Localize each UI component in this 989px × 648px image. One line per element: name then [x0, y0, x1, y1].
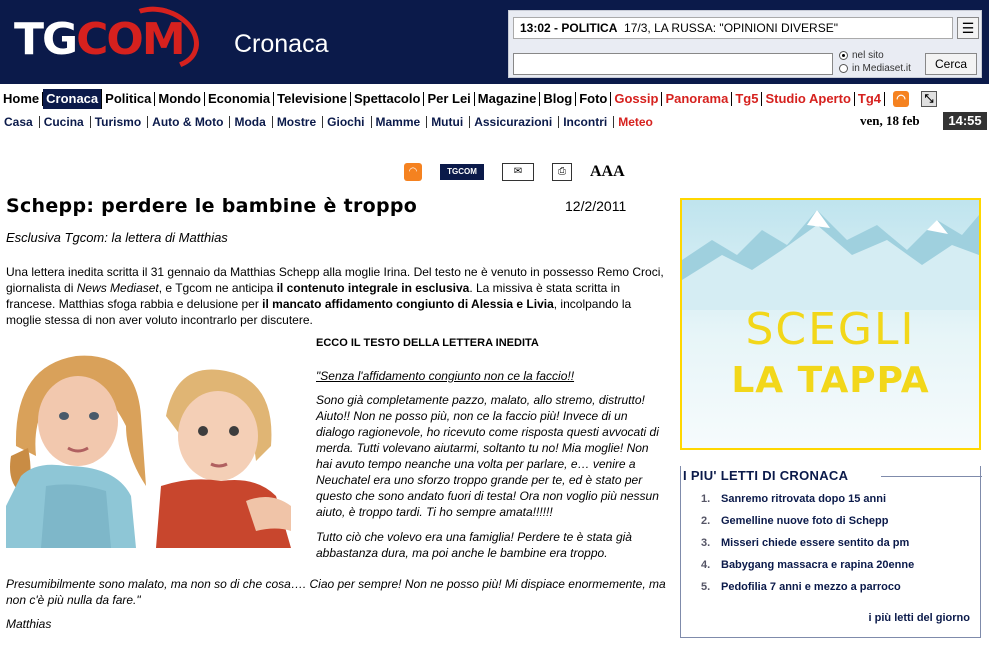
site-header [0, 0, 989, 84]
logo-text-red: COM [76, 14, 184, 65]
letter-paragraph-2: Tutto ciò che volevo era una famiglia! Perdere te è stata già abbastanza dura, ma poi anche le bambine era troppo. [316, 530, 632, 560]
subnav-item-meteo[interactable]: Meteo [618, 115, 653, 129]
font-size-icon[interactable]: AAA [590, 163, 625, 180]
search-button[interactable]: Cerca [925, 53, 977, 75]
subnav-item-moda[interactable]: Moda [230, 116, 272, 128]
print-icon[interactable]: ⎙ [552, 163, 572, 181]
logo-text-white: TG [14, 14, 77, 65]
nav-item-blog[interactable]: Blog [540, 92, 576, 106]
article-subtitle: Esclusiva Tgcom: la lettera di Matthias [6, 230, 228, 245]
rss-icon[interactable]: ◠ [404, 163, 422, 181]
subnav-item-mostre[interactable]: Mostre [273, 116, 323, 128]
radio-mediaset-label: in Mediaset.it [852, 63, 911, 74]
letter-signature: Matthias [6, 617, 52, 631]
ad-banner[interactable] [680, 198, 981, 450]
twin-girls-photo [6, 336, 296, 548]
nav-item-per-lei[interactable]: Per Lei [424, 92, 474, 106]
ticker-list-icon[interactable]: ☰ [957, 17, 979, 39]
list-item[interactable] [701, 537, 914, 559]
ticker-category: POLITICA [561, 21, 618, 35]
nav-item-studio-aperto[interactable]: Studio Aperto [762, 92, 854, 106]
subnav-item-mutui[interactable]: Mutui [427, 116, 470, 128]
article-headline: Schepp: perdere le bambine è troppo [6, 195, 418, 217]
list-item-link[interactable]: Misseri chiede essere sentito da pm [721, 537, 910, 549]
intro-text: . La missiva è stata scritta in francese. Matthias sfoga rabbia e delusione per [6, 281, 621, 311]
article-intro [6, 264, 666, 328]
list-item-link[interactable]: Gemelline nuove foto di Schepp [721, 515, 889, 527]
list-item-number: 3. [701, 537, 711, 549]
nav-item-tg4[interactable]: Tg4 [855, 92, 885, 106]
subnav-item-cucina[interactable]: Cucina [40, 116, 91, 128]
list-item[interactable] [701, 515, 914, 537]
article-photo [6, 336, 296, 548]
intro-text: , e Tgcom ne anticipa [158, 281, 277, 295]
nav-item-economia[interactable]: Economia [205, 92, 274, 106]
tgcom-share-icon[interactable]: TGCOM [440, 164, 484, 180]
nav-item-home[interactable]: Home [0, 92, 43, 106]
ticker-time: 13:02 [520, 21, 551, 35]
main-nav [0, 88, 989, 110]
letter-paragraph-3: Presumibilmente sono malato, ma non so di che cosa…. Ciao per sempre! Non ne posso più! Mi dispiace enormemente, ma non c'è più nulla da fare." [6, 577, 666, 607]
rss-icon[interactable]: ◠ [893, 91, 909, 107]
subnav-item-auto-moto[interactable]: Auto & Moto [148, 116, 230, 128]
divider [881, 476, 982, 477]
radio-mediaset-row[interactable] [839, 62, 911, 75]
logo-text [14, 14, 184, 65]
subnav-item-giochi[interactable]: Giochi [323, 116, 371, 128]
radio-site-label: nel sito [852, 50, 884, 61]
article-tools [404, 160, 625, 184]
search-input[interactable] [513, 53, 833, 75]
letter-quote: "Senza l'affidamento congiunto non ce la faccio!! [316, 369, 575, 383]
nav-item-mondo[interactable]: Mondo [155, 92, 205, 106]
subnav-item-mamme[interactable]: Mamme [372, 116, 428, 128]
letter-title: ECCO IL TESTO DELLA LETTERA INEDITA [316, 337, 539, 349]
ad-line-2: LA TAPPA [731, 360, 930, 401]
subnav-item-casa[interactable]: Casa [0, 116, 40, 128]
letter-paragraph-1: Sono già completamente pazzo, malato, allo stremo, distrutto! Aiuto!! Non ne posso più, non ce la faccio più! Invece di un dialogo ragionevole, ho ricevuto come risposta questi avvocati di merda. Tutti volevano aiutarmi, soltanto tu no! Mia moglie! Non hai avuto tempo neanche una volta per parlare, e… venire a Neuchatel era uno sforzo troppo grande per te, ed è stato per questo che sono andato fuori di testa! Ora non voglio più nessun aiuto, è troppo tardi. Ti ho sempre amata!!!!!! [316, 393, 659, 519]
radio-site-row[interactable] [839, 49, 911, 62]
subnav-item-turismo[interactable]: Turismo [91, 116, 148, 128]
list-item-number: 2. [701, 515, 711, 527]
list-item-number: 4. [701, 559, 711, 571]
search-scope [839, 49, 911, 75]
nav-item-cronaca[interactable]: Cronaca [43, 89, 102, 109]
nav-item-tg5[interactable]: Tg5 [732, 92, 762, 106]
email-icon[interactable]: ✉ [502, 163, 534, 181]
subnav-item-assicurazioni[interactable]: Assicurazioni [470, 116, 559, 128]
logo[interactable] [0, 0, 220, 84]
ticker-text: 17/3, LA RUSSA: "OPINIONI DIVERSE" [624, 21, 838, 35]
current-time: 14:55 [943, 112, 987, 130]
radio-site[interactable] [839, 51, 848, 60]
nav-item-televisione[interactable]: Televisione [274, 92, 351, 106]
list-item[interactable] [701, 559, 914, 581]
nav-item-foto[interactable]: Foto [576, 92, 611, 106]
most-read-list [701, 493, 914, 603]
intro-bold: il contenuto integrale in esclusiva [276, 281, 470, 295]
nav-item-magazine[interactable]: Magazine [475, 92, 541, 106]
most-read-more-link[interactable]: i più letti del giorno [868, 612, 970, 624]
intro-bold: il mancato affidamento congiunto di Alessia e Livia [262, 297, 554, 311]
list-item-link[interactable]: Babygang massacra e rapina 20enne [721, 559, 915, 571]
list-item-number: 5. [701, 581, 711, 593]
list-item-link[interactable]: Sanremo ritrovata dopo 15 anni [721, 493, 887, 505]
news-ticker[interactable]: 13:02 - POLITICA 17/3, LA RUSSA: "OPINIONI DIVERSE" [513, 17, 953, 39]
intro-news-mediaset: News Mediaset [76, 281, 159, 295]
nav-item-panorama[interactable]: Panorama [662, 92, 732, 106]
current-date: ven, 18 feb [860, 113, 920, 128]
mountains-graphic [682, 200, 979, 310]
list-item-number: 1. [701, 493, 711, 505]
expand-icon[interactable]: ⤡ [921, 91, 937, 107]
section-title: Cronaca [234, 30, 329, 58]
subnav-item-incontri[interactable]: Incontri [559, 116, 614, 128]
sub-nav [0, 113, 989, 131]
article-date: 12/2/2011 [565, 198, 627, 214]
intro-text: Una lettera inedita scritta il 31 gennaio da Matthias Schepp alla moglie Irina. Del testo ne è venuto in possesso Remo Croci, giornalista di [6, 265, 664, 295]
ad-line-1: SCEGLI [745, 304, 916, 355]
nav-item-politica[interactable]: Politica [102, 92, 155, 106]
nav-item-gossip[interactable]: Gossip [611, 92, 662, 106]
most-read-box [680, 466, 981, 638]
most-read-title: I PIU' LETTI DI CRONACA [683, 468, 849, 483]
intro-text: , incolpando la moglie stessa di non aver voluto incontrarlo per discutere. [6, 297, 632, 327]
list-item[interactable] [701, 493, 914, 515]
nav-item-spettacolo[interactable]: Spettacolo [351, 92, 424, 106]
list-item-link[interactable]: Pedofilia 7 anni e mezzo a parroco [721, 581, 901, 593]
ticker-panel [508, 10, 982, 78]
list-item[interactable] [701, 581, 914, 603]
radio-mediaset[interactable] [839, 64, 848, 73]
